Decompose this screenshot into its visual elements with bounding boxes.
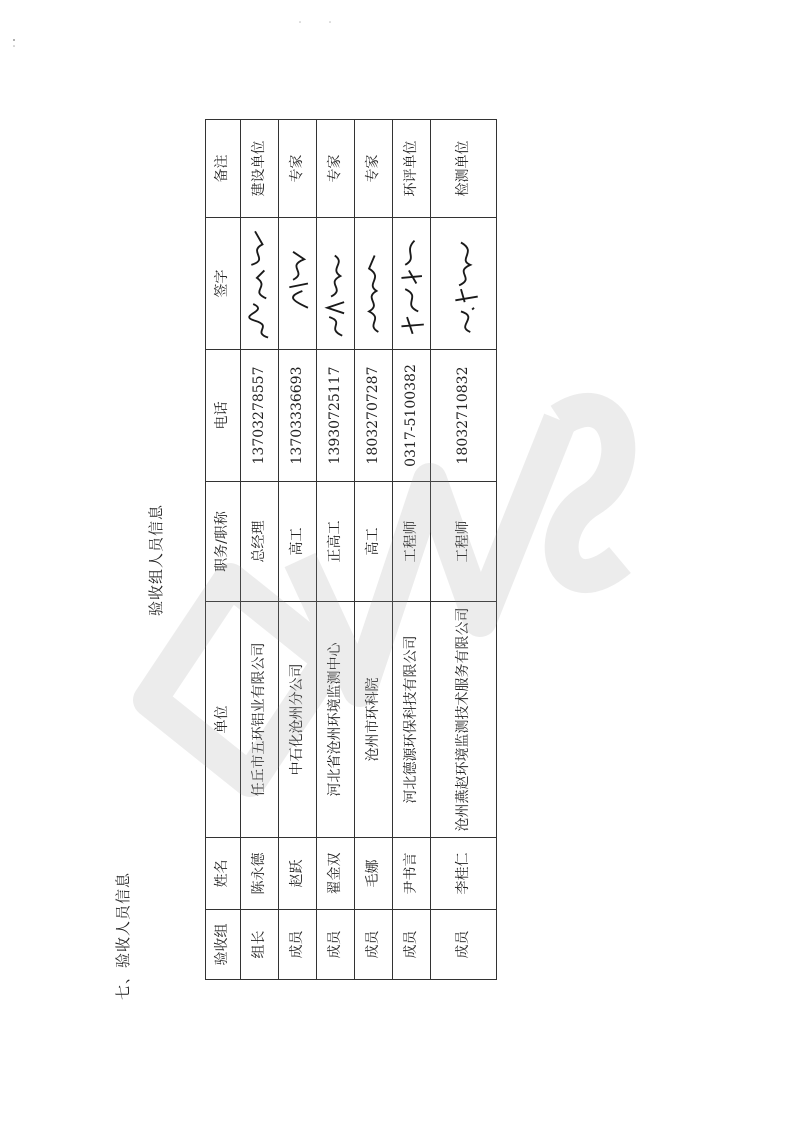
- phone-cell: 13703336693: [279, 350, 317, 482]
- handwritten-signature: [242, 222, 277, 345]
- signature-cell: [317, 218, 355, 350]
- role-cell: 成员: [279, 910, 317, 980]
- role-cell: 成员: [393, 910, 431, 980]
- phone-cell: 18032710832: [431, 350, 497, 482]
- title-cell: 高工: [355, 482, 393, 602]
- header-cell: 职务/职称: [206, 482, 241, 602]
- note-cell: 专家: [279, 120, 317, 218]
- rotated-page-content: [100, 120, 500, 1000]
- signature-cell: [355, 218, 393, 350]
- handwritten-signature: [280, 222, 315, 345]
- note-cell: 建设单位: [241, 120, 279, 218]
- handwritten-signature: [394, 222, 429, 345]
- phone-cell: 13703278557: [241, 350, 279, 482]
- name-cell: 李桂仁: [431, 838, 497, 910]
- signature-cell: [393, 218, 431, 350]
- table-row: [393, 120, 431, 980]
- note-cell: 环评单位: [393, 120, 431, 218]
- phone-cell: 18032707287: [355, 350, 393, 482]
- header-cell: 验收组: [206, 910, 241, 980]
- header-cell: 签字: [206, 218, 241, 350]
- table-row: [279, 120, 317, 980]
- org-cell: 任丘市五环铝业有限公司: [241, 602, 279, 838]
- org-cell: 沧州市环科院: [355, 602, 393, 838]
- handwritten-signature: [356, 222, 391, 345]
- handwritten-signature: [318, 222, 353, 345]
- header-cell: 电话: [206, 350, 241, 482]
- table-row: [241, 120, 279, 980]
- note-cell: 专家: [317, 120, 355, 218]
- title-cell: 工程师: [393, 482, 431, 602]
- note-cell: 检测单位: [431, 120, 497, 218]
- scan-specks: [0, 0, 793, 60]
- role-cell: 成员: [355, 910, 393, 980]
- acceptance-team-table: [205, 119, 497, 980]
- phone-cell: 0317-5100382: [393, 350, 431, 482]
- signature-cell: [241, 218, 279, 350]
- name-cell: 翟金双: [317, 838, 355, 910]
- title-cell: 总经理: [241, 482, 279, 602]
- section-heading: 七、验收人员信息: [114, 871, 132, 1000]
- phone-cell: 13930725117: [317, 350, 355, 482]
- header-cell: 备注: [206, 120, 241, 218]
- name-cell: 尹书言: [393, 838, 431, 910]
- signature-cell: [279, 218, 317, 350]
- org-cell: 河北德源环保科技有限公司: [393, 602, 431, 838]
- table-title: 验收组人员信息: [147, 504, 165, 617]
- role-cell: 成员: [317, 910, 355, 980]
- org-cell: 沧州燕赵环境监测技术服务有限公司: [431, 602, 497, 838]
- handwritten-signature: [433, 222, 495, 345]
- title-cell: 工程师: [431, 482, 497, 602]
- title-cell: 高工: [279, 482, 317, 602]
- role-cell: 组长: [241, 910, 279, 980]
- title-cell: 正高工: [317, 482, 355, 602]
- role-cell: 成员: [431, 910, 497, 980]
- name-cell: 毛娜: [355, 838, 393, 910]
- table-row: [431, 120, 497, 980]
- name-cell: 赵跃: [279, 838, 317, 910]
- table-row: [317, 120, 355, 980]
- header-cell: 单位: [206, 602, 241, 838]
- org-cell: 中石化沧州分公司: [279, 602, 317, 838]
- header-cell: 姓名: [206, 838, 241, 910]
- org-cell: 河北省沧州环境监测中心: [317, 602, 355, 838]
- signature-cell: [431, 218, 497, 350]
- table-header-row: [206, 120, 241, 980]
- note-cell: 专家: [355, 120, 393, 218]
- name-cell: 陈永德: [241, 838, 279, 910]
- table-row: [355, 120, 393, 980]
